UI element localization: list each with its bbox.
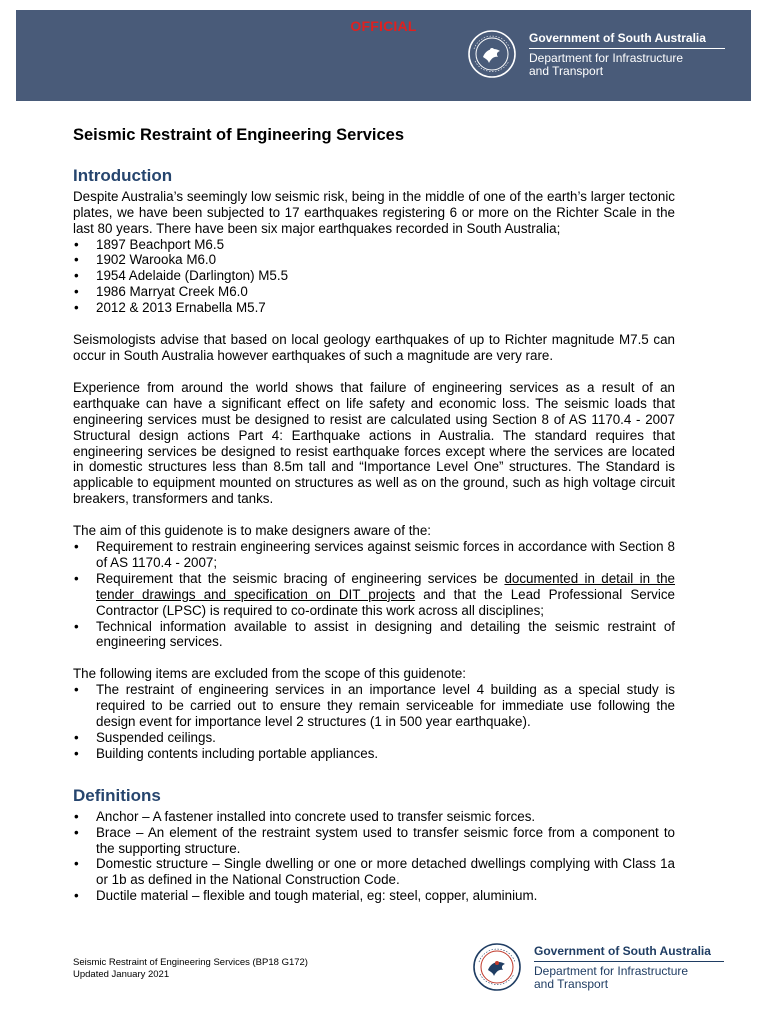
list-item [73,571,675,619]
dept-line-2: and Transport [534,976,609,991]
list-item: • Domestic structure – Single dwelling or one or more detached dwellings complying with Class 1a or 1b as defined in the National Construction Code. [73,856,675,888]
gov-name: Government of South Australia [534,943,711,958]
document-body [73,128,675,904]
document-title: Seismic Restraint of Engineering Services [73,126,405,144]
piping-shrike-seal-icon [472,942,522,992]
page-header-banner [16,10,751,101]
list-item: • Building contents including portable appliances. [73,746,675,762]
dept-line-2: and Transport [529,63,604,78]
list-item: • 1986 Marryat Creek M6.0 [73,284,675,300]
list-item: • Ductile material – flexible and tough material, eg: steel, copper, aluminium. [73,888,675,904]
list-item: • Requirement to restrain engineering services against seismic forces in accordance with Section 8 of AS 1170.4 - 2007; [73,539,675,571]
list-item: • Technical information available to assist in designing and detailing the seismic restraint of engineering services. [73,619,675,651]
list-item: • Suspended ceilings. [73,730,675,746]
list-item: • 2012 & 2013 Ernabella M5.7 [73,300,675,316]
intro-paragraph-5: The following items are excluded from the scope of this guidenote: [73,666,467,682]
intro-paragraph-4: The aim of this guidenote is to make designers aware of the: [73,523,432,539]
list-item: • 1902 Warooka M6.0 [73,252,675,268]
dept-line-1: Department for Infrastructure [534,963,689,978]
government-logo [467,29,725,79]
list-item: • Anchor – A fastener installed into concrete used to transfer seismic forces. [73,809,675,825]
earthquake-list [73,237,675,317]
documented-in-detail-text: documented in detail in the tender drawings and specification on DIT projects [96,570,675,602]
intro-paragraph-1: Despite Australia’s seemingly low seismic risk, being in the middle of one of the earth’s larger tectonic plates, we have been subjected to 17 earthquakes registering 6 or more on the Richter Scale in the last 80 years. There have been six major earthquakes recorded in South Australia; [73,188,675,236]
footer-doc-title: Seismic Restraint of Engineering Services (BP18 G172) [73,957,308,968]
gov-name: Government of South Australia [529,30,706,45]
definitions-list [73,809,675,904]
list-item: • 1897 Beachport M6.5 [73,237,675,253]
exclusions-list [73,682,675,762]
aim-text: and that the Lead Professional Service Contractor (LPSC) is required to co-ordinate this work across all disciplines; [96,586,675,618]
introduction-heading: Introduction [73,165,173,185]
footer-document-info [73,957,308,980]
classification-label: OFFICIAL [350,18,417,34]
logo-divider [529,48,725,49]
intro-paragraph-3: Experience from around the world shows that failure of engineering services as a result of an earthquake can have a significant effect on life safety and economic loss. The seismic loads that engineering services must be designed to resist are calculated using Section 8 of AS 1170.4 - 2007 Structural design actions Part 4: Earthquake actions in Australia. The standard requires that engineering services be designed to resist earthquake forces except where the services are located in domestic structures less than 8.5m tall and “Importance Level One” structures. The Standard is applicable to equipment mounted on structures as well as on the ground, such as high voltage circuit breakers, transformers and tanks. [73,379,675,507]
aims-list [73,539,675,650]
intro-paragraph-2: Seismologists advise that based on local geology earthquakes of up to Richter magnitude M7.5 can occur in South Australia however earthquakes of such a magnitude are very rare. [73,332,675,363]
footer-updated-date: Updated January 2021 [73,968,170,980]
dept-line-1: Department for Infrastructure [529,50,684,65]
list-item: • The restraint of engineering services in an importance level 4 building as a special study is required to be carried out to ensure they remain serviceable for immediate use following the design event for importance level 2 structures (1 in 500 year earthquake). [73,682,675,730]
footer-government-logo [472,942,724,992]
definitions-heading: Definitions [73,785,161,805]
logo-divider [534,961,724,962]
list-item: • 1954 Adelaide (Darlington) M5.5 [73,268,675,284]
aim-text: Requirement that the seismic bracing of engineering services be [96,570,505,586]
piping-shrike-seal-icon [467,29,517,79]
list-item: • Brace – An element of the restraint system used to transfer seismic force from a component to the supporting structure. [73,825,675,857]
